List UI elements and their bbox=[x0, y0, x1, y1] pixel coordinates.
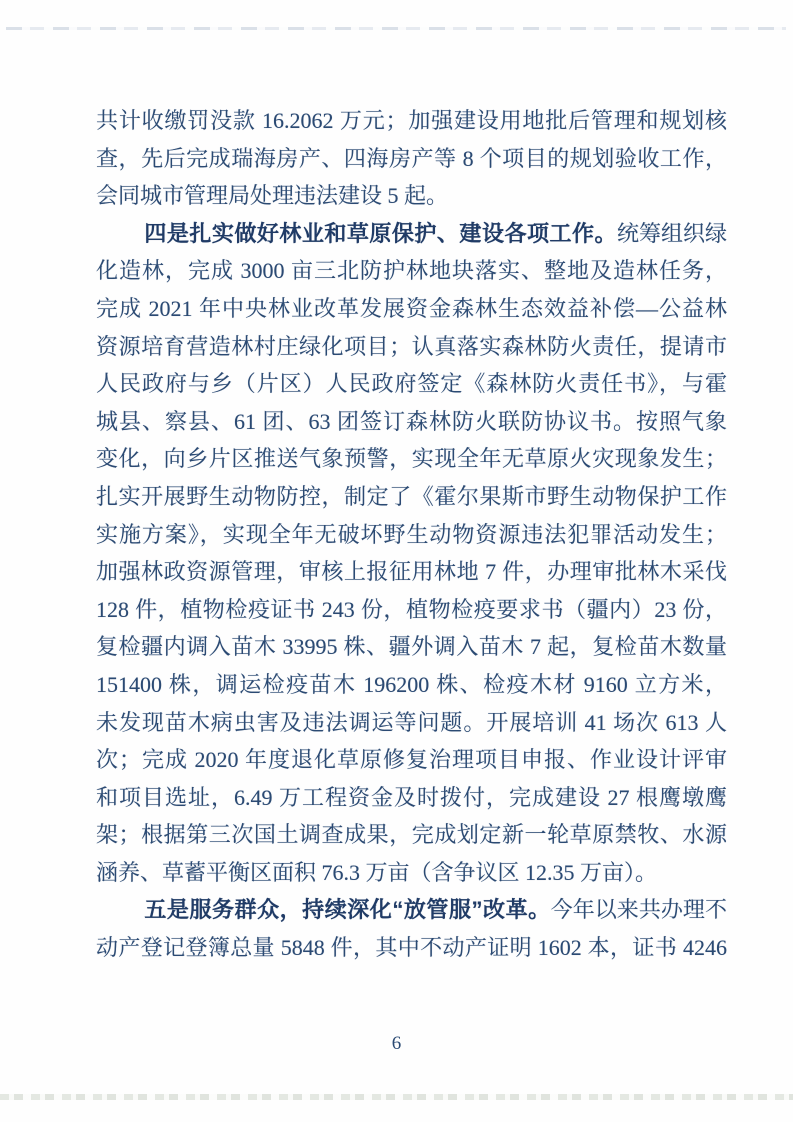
line-text: 复检疆内调入苗木 33995 株、疆外调入苗木 7 起，复检苗木数量 bbox=[96, 634, 727, 660]
line-text: 变化，向乡片区推送气象预警，实现全年无草原火灾现象发生； bbox=[96, 446, 727, 472]
line-text: 涵养、草蓄平衡区面积 76.3 万亩（含争议区 12.35 万亩）。 bbox=[96, 859, 658, 885]
text-line bbox=[96, 177, 727, 215]
text-line bbox=[96, 891, 727, 929]
scan-artifact-top bbox=[6, 27, 786, 30]
line-text: 未发现苗木病虫害及违法调运等问题。开展培训 41 场次 613 人 bbox=[96, 709, 727, 735]
line-text: 查，先后完成瑞海房产、四海房产等 8 个项目的规划验收工作， bbox=[96, 145, 727, 171]
paragraph-heading: 四是扎实做好林业和草原保护、建设各项工作。 bbox=[144, 220, 617, 246]
text-line bbox=[96, 440, 727, 478]
line-text: 资源培育营造林村庄绿化项目；认真落实森林防火责任，提请市 bbox=[96, 333, 727, 359]
text-line bbox=[96, 628, 727, 666]
line-text: 动产登记登簿总量 5848 件，其中不动产证明 1602 本，证书 4246 bbox=[96, 935, 727, 961]
line-text: 共计收缴罚没款 16.2062 万元；加强建设用地批后管理和规划核 bbox=[96, 108, 727, 133]
text-line bbox=[96, 478, 727, 516]
scan-artifact-bottom bbox=[0, 1094, 793, 1100]
line-text: 人民政府与乡（片区）人民政府签定《森林防火责任书》，与霍 bbox=[96, 371, 727, 397]
line-text: 128 件，植物检疫证书 243 份，植物检疫要求书（疆内）23 份， bbox=[96, 596, 727, 622]
line-text: 架；根据第三次国土调查成果，完成划定新一轮草原禁牧、水源 bbox=[96, 822, 727, 848]
line-text: 城县、察县、61 团、63 团签订森林防火联防协议书。按照气象 bbox=[96, 408, 727, 434]
line-text: 加强林政资源管理，审核上报征用林地 7 件，办理审批林木采伐 bbox=[96, 559, 727, 585]
paragraph-heading: 五是服务群众，持续深化“放管服”改革。 bbox=[144, 897, 551, 923]
text-line bbox=[96, 403, 727, 441]
text-line bbox=[96, 854, 727, 892]
text-line bbox=[96, 290, 727, 328]
text-line bbox=[96, 365, 727, 403]
line-text: 完成 2021 年中央林业改革发展资金森林生态效益补偿—公益林 bbox=[96, 295, 727, 321]
text-line bbox=[96, 929, 727, 967]
line-text: 今年以来共办理不 bbox=[550, 897, 727, 923]
text-block bbox=[96, 102, 727, 967]
text-line bbox=[96, 328, 727, 366]
text-line bbox=[96, 591, 727, 629]
line-text: 实施方案》，实现全年无破坏野生动物资源违法犯罪活动发生； bbox=[96, 521, 727, 547]
text-line bbox=[96, 666, 727, 704]
text-line bbox=[96, 741, 727, 779]
line-text: 会同城市管理局处理违法建设 5 起。 bbox=[96, 183, 449, 209]
line-text: 化造林，完成 3000 亩三北防护林地块落实、整地及造林任务， bbox=[96, 258, 727, 284]
text-line bbox=[96, 816, 727, 854]
text-line bbox=[96, 704, 727, 742]
text-line bbox=[96, 779, 727, 817]
line-text: 次；完成 2020 年度退化草原修复治理项目申报、作业设计评审 bbox=[96, 747, 727, 773]
text-line bbox=[96, 215, 727, 253]
text-line bbox=[96, 252, 727, 290]
line-text: 统筹组织绿 bbox=[616, 220, 727, 246]
text-line bbox=[96, 516, 727, 554]
line-text: 和项目选址，6.49 万工程资金及时拨付，完成建设 27 根鹰墩鹰 bbox=[96, 784, 727, 810]
line-text: 扎实开展野生动物防控，制定了《霍尔果斯市野生动物保护工作 bbox=[96, 483, 727, 509]
line-text: 151400 株，调运检疫苗木 196200 株、检疫木材 9160 立方米， bbox=[96, 671, 727, 697]
page-number: 6 bbox=[391, 1033, 402, 1054]
text-line bbox=[96, 140, 727, 178]
text-line bbox=[96, 102, 727, 140]
text-line bbox=[96, 553, 727, 591]
